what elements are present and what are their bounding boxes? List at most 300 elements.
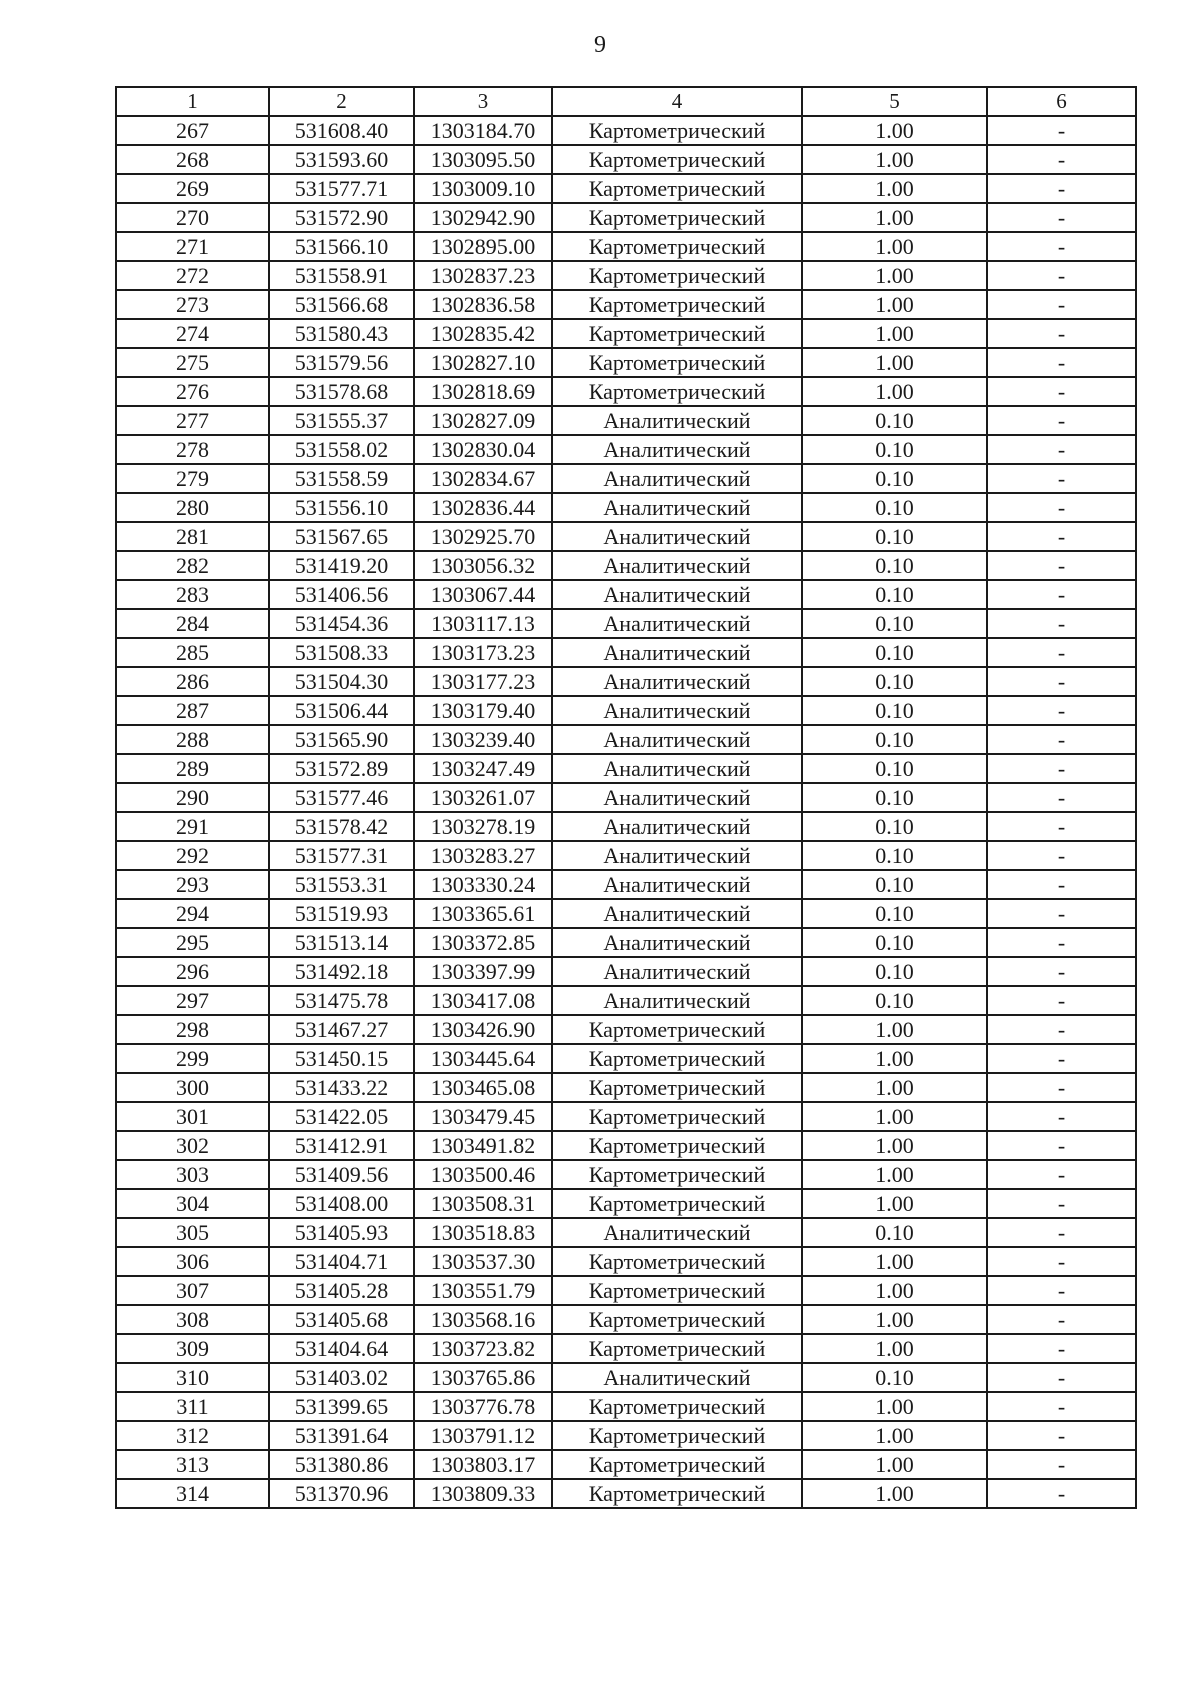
- accuracy-cell: 1.00: [802, 261, 987, 290]
- point-number-cell: 297: [116, 986, 269, 1015]
- method-cell: Картометрический: [552, 348, 802, 377]
- x-coordinate-cell: 531504.30: [269, 667, 414, 696]
- accuracy-cell: 1.00: [802, 348, 987, 377]
- table-row: [116, 1479, 1136, 1508]
- note-cell: -: [987, 1392, 1136, 1421]
- table-row: [116, 841, 1136, 870]
- point-number-cell: 291: [116, 812, 269, 841]
- header-cell-2: 2: [269, 87, 414, 116]
- y-coordinate-cell: 1303417.08: [414, 986, 552, 1015]
- accuracy-cell: 1.00: [802, 1131, 987, 1160]
- method-cell: Картометрический: [552, 1421, 802, 1450]
- x-coordinate-cell: 531405.68: [269, 1305, 414, 1334]
- note-cell: -: [987, 1305, 1136, 1334]
- y-coordinate-cell: 1303365.61: [414, 899, 552, 928]
- note-cell: -: [987, 493, 1136, 522]
- accuracy-cell: 1.00: [802, 145, 987, 174]
- accuracy-cell: 1.00: [802, 1334, 987, 1363]
- note-cell: -: [987, 290, 1136, 319]
- x-coordinate-cell: 531565.90: [269, 725, 414, 754]
- x-coordinate-cell: 531454.36: [269, 609, 414, 638]
- method-cell: Картометрический: [552, 261, 802, 290]
- method-cell: Картометрический: [552, 174, 802, 203]
- y-coordinate-cell: 1302818.69: [414, 377, 552, 406]
- x-coordinate-cell: 531577.71: [269, 174, 414, 203]
- x-coordinate-cell: 531566.68: [269, 290, 414, 319]
- note-cell: -: [987, 870, 1136, 899]
- method-cell: Аналитический: [552, 986, 802, 1015]
- note-cell: -: [987, 406, 1136, 435]
- note-cell: -: [987, 1218, 1136, 1247]
- y-coordinate-cell: 1302834.67: [414, 464, 552, 493]
- point-number-cell: 306: [116, 1247, 269, 1276]
- point-number-cell: 279: [116, 464, 269, 493]
- method-cell: Картометрический: [552, 232, 802, 261]
- x-coordinate-cell: 531370.96: [269, 1479, 414, 1508]
- table-row: [116, 1189, 1136, 1218]
- accuracy-cell: 1.00: [802, 1073, 987, 1102]
- x-coordinate-cell: 531578.42: [269, 812, 414, 841]
- x-coordinate-cell: 531422.05: [269, 1102, 414, 1131]
- y-coordinate-cell: 1302837.23: [414, 261, 552, 290]
- method-cell: Аналитический: [552, 725, 802, 754]
- method-cell: Картометрический: [552, 1479, 802, 1508]
- point-number-cell: 282: [116, 551, 269, 580]
- table-row: [116, 522, 1136, 551]
- method-cell: Аналитический: [552, 493, 802, 522]
- accuracy-cell: 0.10: [802, 609, 987, 638]
- method-cell: Картометрический: [552, 1334, 802, 1363]
- point-number-cell: 299: [116, 1044, 269, 1073]
- x-coordinate-cell: 531572.89: [269, 754, 414, 783]
- method-cell: Аналитический: [552, 638, 802, 667]
- table-row: [116, 812, 1136, 841]
- point-number-cell: 273: [116, 290, 269, 319]
- method-cell: Картометрический: [552, 145, 802, 174]
- table-row: [116, 406, 1136, 435]
- point-number-cell: 304: [116, 1189, 269, 1218]
- table-row: [116, 261, 1136, 290]
- header-cell-1: 1: [116, 87, 269, 116]
- accuracy-cell: 0.10: [802, 696, 987, 725]
- point-number-cell: 295: [116, 928, 269, 957]
- accuracy-cell: 1.00: [802, 1189, 987, 1218]
- table-row: [116, 145, 1136, 174]
- method-cell: Аналитический: [552, 551, 802, 580]
- table-row: [116, 928, 1136, 957]
- point-number-cell: 267: [116, 116, 269, 145]
- point-number-cell: 270: [116, 203, 269, 232]
- table-row: [116, 1247, 1136, 1276]
- method-cell: Аналитический: [552, 435, 802, 464]
- accuracy-cell: 0.10: [802, 812, 987, 841]
- method-cell: Картометрический: [552, 116, 802, 145]
- x-coordinate-cell: 531409.56: [269, 1160, 414, 1189]
- x-coordinate-cell: 531558.59: [269, 464, 414, 493]
- note-cell: -: [987, 783, 1136, 812]
- x-coordinate-cell: 531450.15: [269, 1044, 414, 1073]
- y-coordinate-cell: 1303179.40: [414, 696, 552, 725]
- accuracy-cell: 0.10: [802, 551, 987, 580]
- accuracy-cell: 0.10: [802, 783, 987, 812]
- note-cell: -: [987, 377, 1136, 406]
- x-coordinate-cell: 531405.28: [269, 1276, 414, 1305]
- accuracy-cell: 1.00: [802, 1102, 987, 1131]
- note-cell: -: [987, 1015, 1136, 1044]
- y-coordinate-cell: 1303491.82: [414, 1131, 552, 1160]
- y-coordinate-cell: 1302827.10: [414, 348, 552, 377]
- method-cell: Аналитический: [552, 1218, 802, 1247]
- point-number-cell: 302: [116, 1131, 269, 1160]
- point-number-cell: 293: [116, 870, 269, 899]
- y-coordinate-cell: 1303426.90: [414, 1015, 552, 1044]
- y-coordinate-cell: 1303184.70: [414, 116, 552, 145]
- table-row: [116, 667, 1136, 696]
- method-cell: Аналитический: [552, 841, 802, 870]
- point-number-cell: 272: [116, 261, 269, 290]
- method-cell: Картометрический: [552, 1160, 802, 1189]
- table-row: [116, 957, 1136, 986]
- point-number-cell: 288: [116, 725, 269, 754]
- y-coordinate-cell: 1302830.04: [414, 435, 552, 464]
- accuracy-cell: 1.00: [802, 377, 987, 406]
- accuracy-cell: 1.00: [802, 1421, 987, 1450]
- y-coordinate-cell: 1303723.82: [414, 1334, 552, 1363]
- table-row: [116, 464, 1136, 493]
- method-cell: Аналитический: [552, 957, 802, 986]
- note-cell: -: [987, 1247, 1136, 1276]
- table-row: [116, 580, 1136, 609]
- y-coordinate-cell: 1303278.19: [414, 812, 552, 841]
- note-cell: -: [987, 319, 1136, 348]
- y-coordinate-cell: 1303479.45: [414, 1102, 552, 1131]
- y-coordinate-cell: 1303056.32: [414, 551, 552, 580]
- point-number-cell: 276: [116, 377, 269, 406]
- x-coordinate-cell: 531419.20: [269, 551, 414, 580]
- y-coordinate-cell: 1303568.16: [414, 1305, 552, 1334]
- accuracy-cell: 1.00: [802, 1276, 987, 1305]
- note-cell: -: [987, 957, 1136, 986]
- y-coordinate-cell: 1303067.44: [414, 580, 552, 609]
- x-coordinate-cell: 531579.56: [269, 348, 414, 377]
- note-cell: -: [987, 667, 1136, 696]
- note-cell: -: [987, 1131, 1136, 1160]
- note-cell: -: [987, 1334, 1136, 1363]
- point-number-cell: 274: [116, 319, 269, 348]
- table-row: [116, 1015, 1136, 1044]
- x-coordinate-cell: 531577.31: [269, 841, 414, 870]
- table-header-row: [116, 87, 1136, 116]
- header-cell-4: 4: [552, 87, 802, 116]
- method-cell: Аналитический: [552, 754, 802, 783]
- table-row: [116, 725, 1136, 754]
- accuracy-cell: 1.00: [802, 203, 987, 232]
- x-coordinate-cell: 531608.40: [269, 116, 414, 145]
- method-cell: Аналитический: [552, 464, 802, 493]
- table-row: [116, 1305, 1136, 1334]
- table-row: [116, 1131, 1136, 1160]
- table-row: [116, 1276, 1136, 1305]
- note-cell: -: [987, 174, 1136, 203]
- method-cell: Картометрический: [552, 1102, 802, 1131]
- accuracy-cell: 1.00: [802, 116, 987, 145]
- method-cell: Картометрический: [552, 290, 802, 319]
- y-coordinate-cell: 1303247.49: [414, 754, 552, 783]
- accuracy-cell: 1.00: [802, 1450, 987, 1479]
- accuracy-cell: 1.00: [802, 1305, 987, 1334]
- table-row: [116, 754, 1136, 783]
- table-row: [116, 1218, 1136, 1247]
- note-cell: -: [987, 348, 1136, 377]
- table-row: [116, 1334, 1136, 1363]
- accuracy-cell: 0.10: [802, 899, 987, 928]
- method-cell: Аналитический: [552, 928, 802, 957]
- accuracy-cell: 1.00: [802, 1247, 987, 1276]
- table-row: [116, 609, 1136, 638]
- note-cell: -: [987, 841, 1136, 870]
- y-coordinate-cell: 1303518.83: [414, 1218, 552, 1247]
- point-number-cell: 308: [116, 1305, 269, 1334]
- y-coordinate-cell: 1303445.64: [414, 1044, 552, 1073]
- x-coordinate-cell: 531403.02: [269, 1363, 414, 1392]
- accuracy-cell: 1.00: [802, 1044, 987, 1073]
- accuracy-cell: 1.00: [802, 174, 987, 203]
- note-cell: -: [987, 145, 1136, 174]
- y-coordinate-cell: 1303809.33: [414, 1479, 552, 1508]
- page-number: 9: [594, 32, 606, 58]
- method-cell: Картометрический: [552, 1131, 802, 1160]
- note-cell: -: [987, 580, 1136, 609]
- note-cell: -: [987, 1073, 1136, 1102]
- note-cell: -: [987, 1421, 1136, 1450]
- table-row: [116, 1421, 1136, 1450]
- x-coordinate-cell: 531553.31: [269, 870, 414, 899]
- table-row: [116, 1044, 1136, 1073]
- method-cell: Картометрический: [552, 377, 802, 406]
- point-number-cell: 286: [116, 667, 269, 696]
- x-coordinate-cell: 531567.65: [269, 522, 414, 551]
- table-row: [116, 1450, 1136, 1479]
- accuracy-cell: 1.00: [802, 1392, 987, 1421]
- accuracy-cell: 1.00: [802, 319, 987, 348]
- x-coordinate-cell: 531578.68: [269, 377, 414, 406]
- x-coordinate-cell: 531566.10: [269, 232, 414, 261]
- accuracy-cell: 0.10: [802, 870, 987, 899]
- accuracy-cell: 0.10: [802, 406, 987, 435]
- x-coordinate-cell: 531580.43: [269, 319, 414, 348]
- accuracy-cell: 0.10: [802, 928, 987, 957]
- point-number-cell: 268: [116, 145, 269, 174]
- x-coordinate-cell: 531506.44: [269, 696, 414, 725]
- method-cell: Картометрический: [552, 1189, 802, 1218]
- y-coordinate-cell: 1303330.24: [414, 870, 552, 899]
- x-coordinate-cell: 531492.18: [269, 957, 414, 986]
- point-number-cell: 311: [116, 1392, 269, 1421]
- x-coordinate-cell: 531508.33: [269, 638, 414, 667]
- point-number-cell: 280: [116, 493, 269, 522]
- y-coordinate-cell: 1303803.17: [414, 1450, 552, 1479]
- method-cell: Аналитический: [552, 783, 802, 812]
- note-cell: -: [987, 1102, 1136, 1131]
- table-row: [116, 1392, 1136, 1421]
- accuracy-cell: 0.10: [802, 957, 987, 986]
- accuracy-cell: 0.10: [802, 522, 987, 551]
- header-cell-3: 3: [414, 87, 552, 116]
- method-cell: Аналитический: [552, 580, 802, 609]
- note-cell: -: [987, 232, 1136, 261]
- point-number-cell: 269: [116, 174, 269, 203]
- accuracy-cell: 0.10: [802, 1363, 987, 1392]
- table-row: [116, 986, 1136, 1015]
- y-coordinate-cell: 1303009.10: [414, 174, 552, 203]
- table-row: [116, 870, 1136, 899]
- accuracy-cell: 0.10: [802, 754, 987, 783]
- note-cell: -: [987, 899, 1136, 928]
- x-coordinate-cell: 531380.86: [269, 1450, 414, 1479]
- note-cell: -: [987, 116, 1136, 145]
- point-number-cell: 290: [116, 783, 269, 812]
- y-coordinate-cell: 1303765.86: [414, 1363, 552, 1392]
- y-coordinate-cell: 1302835.42: [414, 319, 552, 348]
- y-coordinate-cell: 1303177.23: [414, 667, 552, 696]
- method-cell: Аналитический: [552, 812, 802, 841]
- table-row: [116, 493, 1136, 522]
- point-number-cell: 296: [116, 957, 269, 986]
- note-cell: -: [987, 522, 1136, 551]
- point-number-cell: 278: [116, 435, 269, 464]
- point-number-cell: 307: [116, 1276, 269, 1305]
- y-coordinate-cell: 1303551.79: [414, 1276, 552, 1305]
- y-coordinate-cell: 1303095.50: [414, 145, 552, 174]
- point-number-cell: 281: [116, 522, 269, 551]
- accuracy-cell: 0.10: [802, 1218, 987, 1247]
- table-row: [116, 783, 1136, 812]
- x-coordinate-cell: 531433.22: [269, 1073, 414, 1102]
- table-row: [116, 232, 1136, 261]
- note-cell: -: [987, 1450, 1136, 1479]
- method-cell: Картометрический: [552, 319, 802, 348]
- note-cell: -: [987, 1276, 1136, 1305]
- table-row: [116, 290, 1136, 319]
- point-number-cell: 275: [116, 348, 269, 377]
- point-number-cell: 277: [116, 406, 269, 435]
- note-cell: -: [987, 986, 1136, 1015]
- method-cell: Аналитический: [552, 1363, 802, 1392]
- point-number-cell: 301: [116, 1102, 269, 1131]
- method-cell: Картометрический: [552, 1247, 802, 1276]
- method-cell: Аналитический: [552, 522, 802, 551]
- method-cell: Аналитический: [552, 696, 802, 725]
- y-coordinate-cell: 1302827.09: [414, 406, 552, 435]
- y-coordinate-cell: 1303508.31: [414, 1189, 552, 1218]
- point-number-cell: 312: [116, 1421, 269, 1450]
- note-cell: -: [987, 928, 1136, 957]
- accuracy-cell: 0.10: [802, 493, 987, 522]
- accuracy-cell: 0.10: [802, 435, 987, 464]
- table-row: [116, 551, 1136, 580]
- note-cell: -: [987, 754, 1136, 783]
- table-row: [116, 1102, 1136, 1131]
- note-cell: -: [987, 1160, 1136, 1189]
- y-coordinate-cell: 1302836.58: [414, 290, 552, 319]
- x-coordinate-cell: 531412.91: [269, 1131, 414, 1160]
- y-coordinate-cell: 1303261.07: [414, 783, 552, 812]
- table-row: [116, 174, 1136, 203]
- table-row: [116, 696, 1136, 725]
- note-cell: -: [987, 261, 1136, 290]
- point-number-cell: 313: [116, 1450, 269, 1479]
- table-row: [116, 435, 1136, 464]
- x-coordinate-cell: 531406.56: [269, 580, 414, 609]
- accuracy-cell: 0.10: [802, 841, 987, 870]
- note-cell: -: [987, 1363, 1136, 1392]
- note-cell: -: [987, 464, 1136, 493]
- x-coordinate-cell: 531519.93: [269, 899, 414, 928]
- method-cell: Аналитический: [552, 609, 802, 638]
- x-coordinate-cell: 531558.02: [269, 435, 414, 464]
- table-row: [116, 116, 1136, 145]
- y-coordinate-cell: 1303283.27: [414, 841, 552, 870]
- method-cell: Картометрический: [552, 1392, 802, 1421]
- y-coordinate-cell: 1303173.23: [414, 638, 552, 667]
- note-cell: -: [987, 1044, 1136, 1073]
- point-number-cell: 271: [116, 232, 269, 261]
- y-coordinate-cell: 1303372.85: [414, 928, 552, 957]
- y-coordinate-cell: 1303465.08: [414, 1073, 552, 1102]
- table-row: [116, 1363, 1136, 1392]
- point-number-cell: 292: [116, 841, 269, 870]
- note-cell: -: [987, 551, 1136, 580]
- method-cell: Картометрический: [552, 1450, 802, 1479]
- table-row: [116, 638, 1136, 667]
- accuracy-cell: 0.10: [802, 638, 987, 667]
- table-row: [116, 899, 1136, 928]
- accuracy-cell: 1.00: [802, 290, 987, 319]
- table-row: [116, 377, 1136, 406]
- note-cell: -: [987, 1479, 1136, 1508]
- accuracy-cell: 1.00: [802, 1479, 987, 1508]
- note-cell: -: [987, 203, 1136, 232]
- x-coordinate-cell: 531391.64: [269, 1421, 414, 1450]
- y-coordinate-cell: 1303397.99: [414, 957, 552, 986]
- note-cell: -: [987, 696, 1136, 725]
- method-cell: Аналитический: [552, 667, 802, 696]
- x-coordinate-cell: 531572.90: [269, 203, 414, 232]
- header-cell-5: 5: [802, 87, 987, 116]
- point-number-cell: 305: [116, 1218, 269, 1247]
- point-number-cell: 300: [116, 1073, 269, 1102]
- point-number-cell: 310: [116, 1363, 269, 1392]
- method-cell: Аналитический: [552, 870, 802, 899]
- accuracy-cell: 0.10: [802, 725, 987, 754]
- y-coordinate-cell: 1303776.78: [414, 1392, 552, 1421]
- accuracy-cell: 0.10: [802, 580, 987, 609]
- method-cell: Картометрический: [552, 203, 802, 232]
- x-coordinate-cell: 531405.93: [269, 1218, 414, 1247]
- point-number-cell: 283: [116, 580, 269, 609]
- x-coordinate-cell: 531556.10: [269, 493, 414, 522]
- method-cell: Картометрический: [552, 1073, 802, 1102]
- point-number-cell: 303: [116, 1160, 269, 1189]
- point-number-cell: 314: [116, 1479, 269, 1508]
- accuracy-cell: 1.00: [802, 232, 987, 261]
- y-coordinate-cell: 1303500.46: [414, 1160, 552, 1189]
- x-coordinate-cell: 531558.91: [269, 261, 414, 290]
- note-cell: -: [987, 435, 1136, 464]
- note-cell: -: [987, 638, 1136, 667]
- y-coordinate-cell: 1303791.12: [414, 1421, 552, 1450]
- note-cell: -: [987, 812, 1136, 841]
